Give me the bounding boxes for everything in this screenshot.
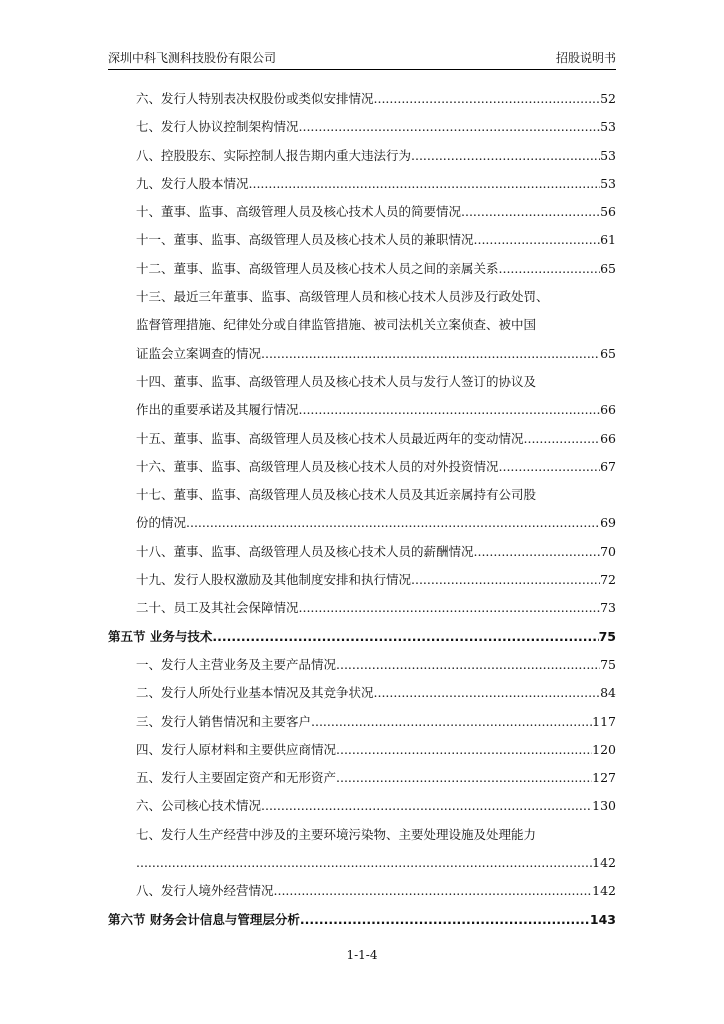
- toc-entry-line: [136, 170, 616, 198]
- toc-entry-title: 十一、董事、监事、高级管理人员及核心技术人员的兼职情况: [136, 232, 474, 248]
- toc-page-number: 73: [600, 600, 616, 616]
- toc-page-number: 84: [600, 685, 616, 701]
- toc-entry-title: 六、发行人特别表决权股份或类似安排情况: [136, 91, 374, 106]
- toc-dot-leader: [274, 877, 593, 905]
- toc-dot-leader: [474, 538, 601, 566]
- toc-entry-wrapped-line: 监督管理措施、纪律处分或自律监管措施、被司法机关立案侦查、被中国: [136, 317, 537, 333]
- toc-entry[interactable]: [108, 226, 616, 254]
- toc-entry[interactable]: [108, 764, 616, 792]
- toc-entry-line: [136, 877, 616, 905]
- toc-entry-line: [136, 509, 616, 537]
- toc-section-entry[interactable]: [108, 623, 616, 651]
- toc-page-number: 75: [600, 656, 616, 672]
- company-name: 深圳中科飞测科技股份有限公司: [108, 51, 277, 65]
- document-type: 招股说明书: [555, 51, 616, 65]
- toc-entry-title: 十、董事、监事、高级管理人员及核心技术人员的简要情况: [136, 204, 462, 220]
- toc-dot-leader: [499, 453, 601, 481]
- toc-entry-line: [136, 255, 616, 283]
- toc-page-number: 61: [600, 232, 616, 248]
- toc-dot-leader: [299, 396, 601, 424]
- toc-entry-wrapped-line: 十七、董事、监事、高级管理人员及核心技术人员及其近亲属持有公司股: [136, 487, 537, 503]
- toc-dot-leader: [474, 226, 601, 254]
- toc-page-number: 143: [589, 911, 616, 927]
- toc-entry-line: [136, 142, 616, 170]
- toc-entry[interactable]: [108, 113, 616, 141]
- toc-entry-title: 第六节 财务会计信息与管理层分析: [108, 911, 300, 927]
- toc-entry-wrapped-line: 七、发行人生产经营中涉及的主要环境污染物、主要处理设施及处理能力: [136, 826, 537, 842]
- toc-entry[interactable]: [108, 198, 616, 226]
- toc-entry-line: [108, 623, 616, 651]
- toc-entry[interactable]: [108, 425, 616, 453]
- toc-page-number: 120: [592, 741, 616, 757]
- toc-dot-leader: [336, 764, 592, 792]
- toc-entry[interactable]: [108, 594, 616, 622]
- toc-entry-title: 一、发行人主营业务及主要产品情况: [136, 656, 337, 672]
- toc-entry[interactable]: [108, 679, 616, 707]
- toc-entry-line: [136, 736, 616, 764]
- toc-entry[interactable]: [108, 651, 616, 679]
- toc-entry-line: [136, 453, 616, 481]
- toc-dot-leader: [299, 113, 601, 141]
- toc-entry-line: [136, 226, 616, 254]
- toc-entry-title: 五、发行人主要固定资产和无形资产: [136, 770, 337, 786]
- toc-entry-line: [136, 708, 616, 736]
- toc-entry[interactable]: [108, 142, 616, 170]
- toc-dot-leader: [524, 425, 601, 453]
- toc-dot-leader: [499, 255, 601, 283]
- toc-entry[interactable]: [108, 255, 616, 283]
- toc-dot-leader: [374, 85, 601, 113]
- toc-entry-title: 八、控股股东、实际控制人报告期内重大违法行为: [136, 147, 412, 163]
- toc-page-number: 70: [600, 543, 616, 559]
- toc-entry[interactable]: [108, 368, 616, 425]
- toc-entry-title: 证监会立案调查的情况: [136, 345, 262, 361]
- table-of-contents: [108, 85, 616, 934]
- toc-entry-line: [108, 906, 616, 934]
- toc-entry-title: 十六、董事、监事、高级管理人员及核心技术人员的对外投资情况: [136, 458, 499, 474]
- toc-page-number: 142: [592, 855, 616, 871]
- toc-entry[interactable]: [108, 453, 616, 481]
- toc-entry-line: [136, 198, 616, 226]
- toc-entry-title: 八、发行人境外经营情况: [136, 883, 274, 899]
- toc-entry[interactable]: [108, 821, 616, 878]
- toc-entry-wrapped-line: 十四、董事、监事、高级管理人员及核心技术人员与发行人签订的协议及: [136, 373, 537, 389]
- toc-dot-leader: [249, 170, 601, 198]
- toc-entry-line: [136, 764, 616, 792]
- toc-entry-title: 四、发行人原材料和主要供应商情况: [136, 741, 337, 757]
- toc-entry-wrapped-line: 十三、最近三年董事、监事、高级管理人员和核心技术人员涉及行政处罚、: [136, 289, 549, 305]
- toc-entry-line: [136, 85, 616, 113]
- toc-page-number: 53: [600, 119, 616, 135]
- toc-entry-title: 十八、董事、监事、高级管理人员及核心技术人员的薪酬情况: [136, 543, 474, 559]
- toc-entry-line: [136, 538, 616, 566]
- toc-page-number: 127: [592, 770, 616, 786]
- toc-page-number: 142: [592, 883, 616, 899]
- toc-entry-line: [136, 113, 616, 141]
- toc-dot-leader: [336, 651, 600, 679]
- toc-dot-leader: [299, 594, 601, 622]
- toc-section-entry[interactable]: [108, 906, 616, 934]
- toc-entry[interactable]: [108, 792, 616, 820]
- toc-page-number: 53: [600, 147, 616, 163]
- toc-entry[interactable]: [108, 708, 616, 736]
- toc-dot-leader: [411, 566, 600, 594]
- toc-entry[interactable]: [108, 877, 616, 905]
- page-header: [108, 47, 616, 70]
- toc-entry-line: [136, 651, 616, 679]
- toc-entry[interactable]: [108, 85, 616, 113]
- toc-entry-title: 十九、发行人股权激励及其他制度安排和执行情况: [136, 572, 412, 588]
- toc-page-number: 67: [600, 458, 616, 474]
- toc-dot-leader: [186, 509, 600, 537]
- toc-entry-title: 三、发行人销售情况和主要客户: [136, 713, 312, 729]
- toc-page-number: 75: [598, 628, 616, 644]
- toc-entry-title: 九、发行人股本情况: [136, 175, 249, 191]
- toc-entry-line: [136, 566, 616, 594]
- toc-entry[interactable]: [108, 283, 616, 368]
- toc-entry-title: 份的情况: [136, 515, 187, 531]
- toc-entry[interactable]: [108, 538, 616, 566]
- toc-entry[interactable]: [108, 736, 616, 764]
- toc-entry-title: 作出的重要承诺及其履行情况: [136, 402, 299, 418]
- toc-page-number: 53: [600, 175, 616, 191]
- toc-page-number: 52: [600, 91, 616, 106]
- toc-entry-title: 二、发行人所处行业基本情况及其竞争状况: [136, 685, 374, 701]
- toc-entry-line: [136, 792, 616, 820]
- toc-page-number: 117: [592, 713, 616, 729]
- toc-page-number: 66: [600, 430, 616, 446]
- toc-entry[interactable]: [108, 566, 616, 594]
- toc-dot-leader: [261, 792, 592, 820]
- toc-entry-title: 第五节 业务与技术: [108, 628, 213, 644]
- toc-entry-title: 十五、董事、监事、高级管理人员及核心技术人员最近两年的变动情况: [136, 430, 524, 446]
- toc-entry-line: [136, 425, 616, 453]
- toc-page-number: 65: [600, 345, 616, 361]
- toc-page-number: 130: [592, 798, 616, 814]
- toc-dot-leader: [136, 849, 592, 877]
- toc-page-number: 69: [600, 515, 616, 531]
- toc-page-number: 56: [600, 204, 616, 220]
- toc-entry-line: [136, 396, 616, 424]
- toc-dot-leader: [461, 198, 600, 226]
- toc-dot-leader: [336, 736, 592, 764]
- toc-entry-line: [136, 594, 616, 622]
- toc-dot-leader: [411, 142, 600, 170]
- toc-dot-leader: [261, 340, 600, 368]
- toc-dot-leader: [374, 679, 601, 707]
- toc-dot-leader: [300, 906, 590, 934]
- toc-page-number: 65: [600, 260, 616, 276]
- toc-entry-title: 六、公司核心技术情况: [136, 798, 262, 814]
- toc-entry-line: [136, 340, 616, 368]
- toc-dot-leader: [311, 708, 592, 736]
- toc-page-number: 66: [600, 402, 616, 418]
- page-number: 1-1-4: [346, 948, 378, 962]
- toc-page-number: 72: [600, 572, 616, 588]
- toc-entry[interactable]: [108, 481, 616, 538]
- toc-entry-line: [136, 849, 616, 877]
- toc-entry-title: 二十、员工及其社会保障情况: [136, 600, 299, 616]
- toc-entry[interactable]: [108, 170, 616, 198]
- toc-entry-title: 十二、董事、监事、高级管理人员及核心技术人员之间的亲属关系: [136, 260, 499, 276]
- toc-entry-line: [136, 679, 616, 707]
- toc-dot-leader: [212, 623, 598, 651]
- toc-entry-title: 七、发行人协议控制架构情况: [136, 119, 299, 135]
